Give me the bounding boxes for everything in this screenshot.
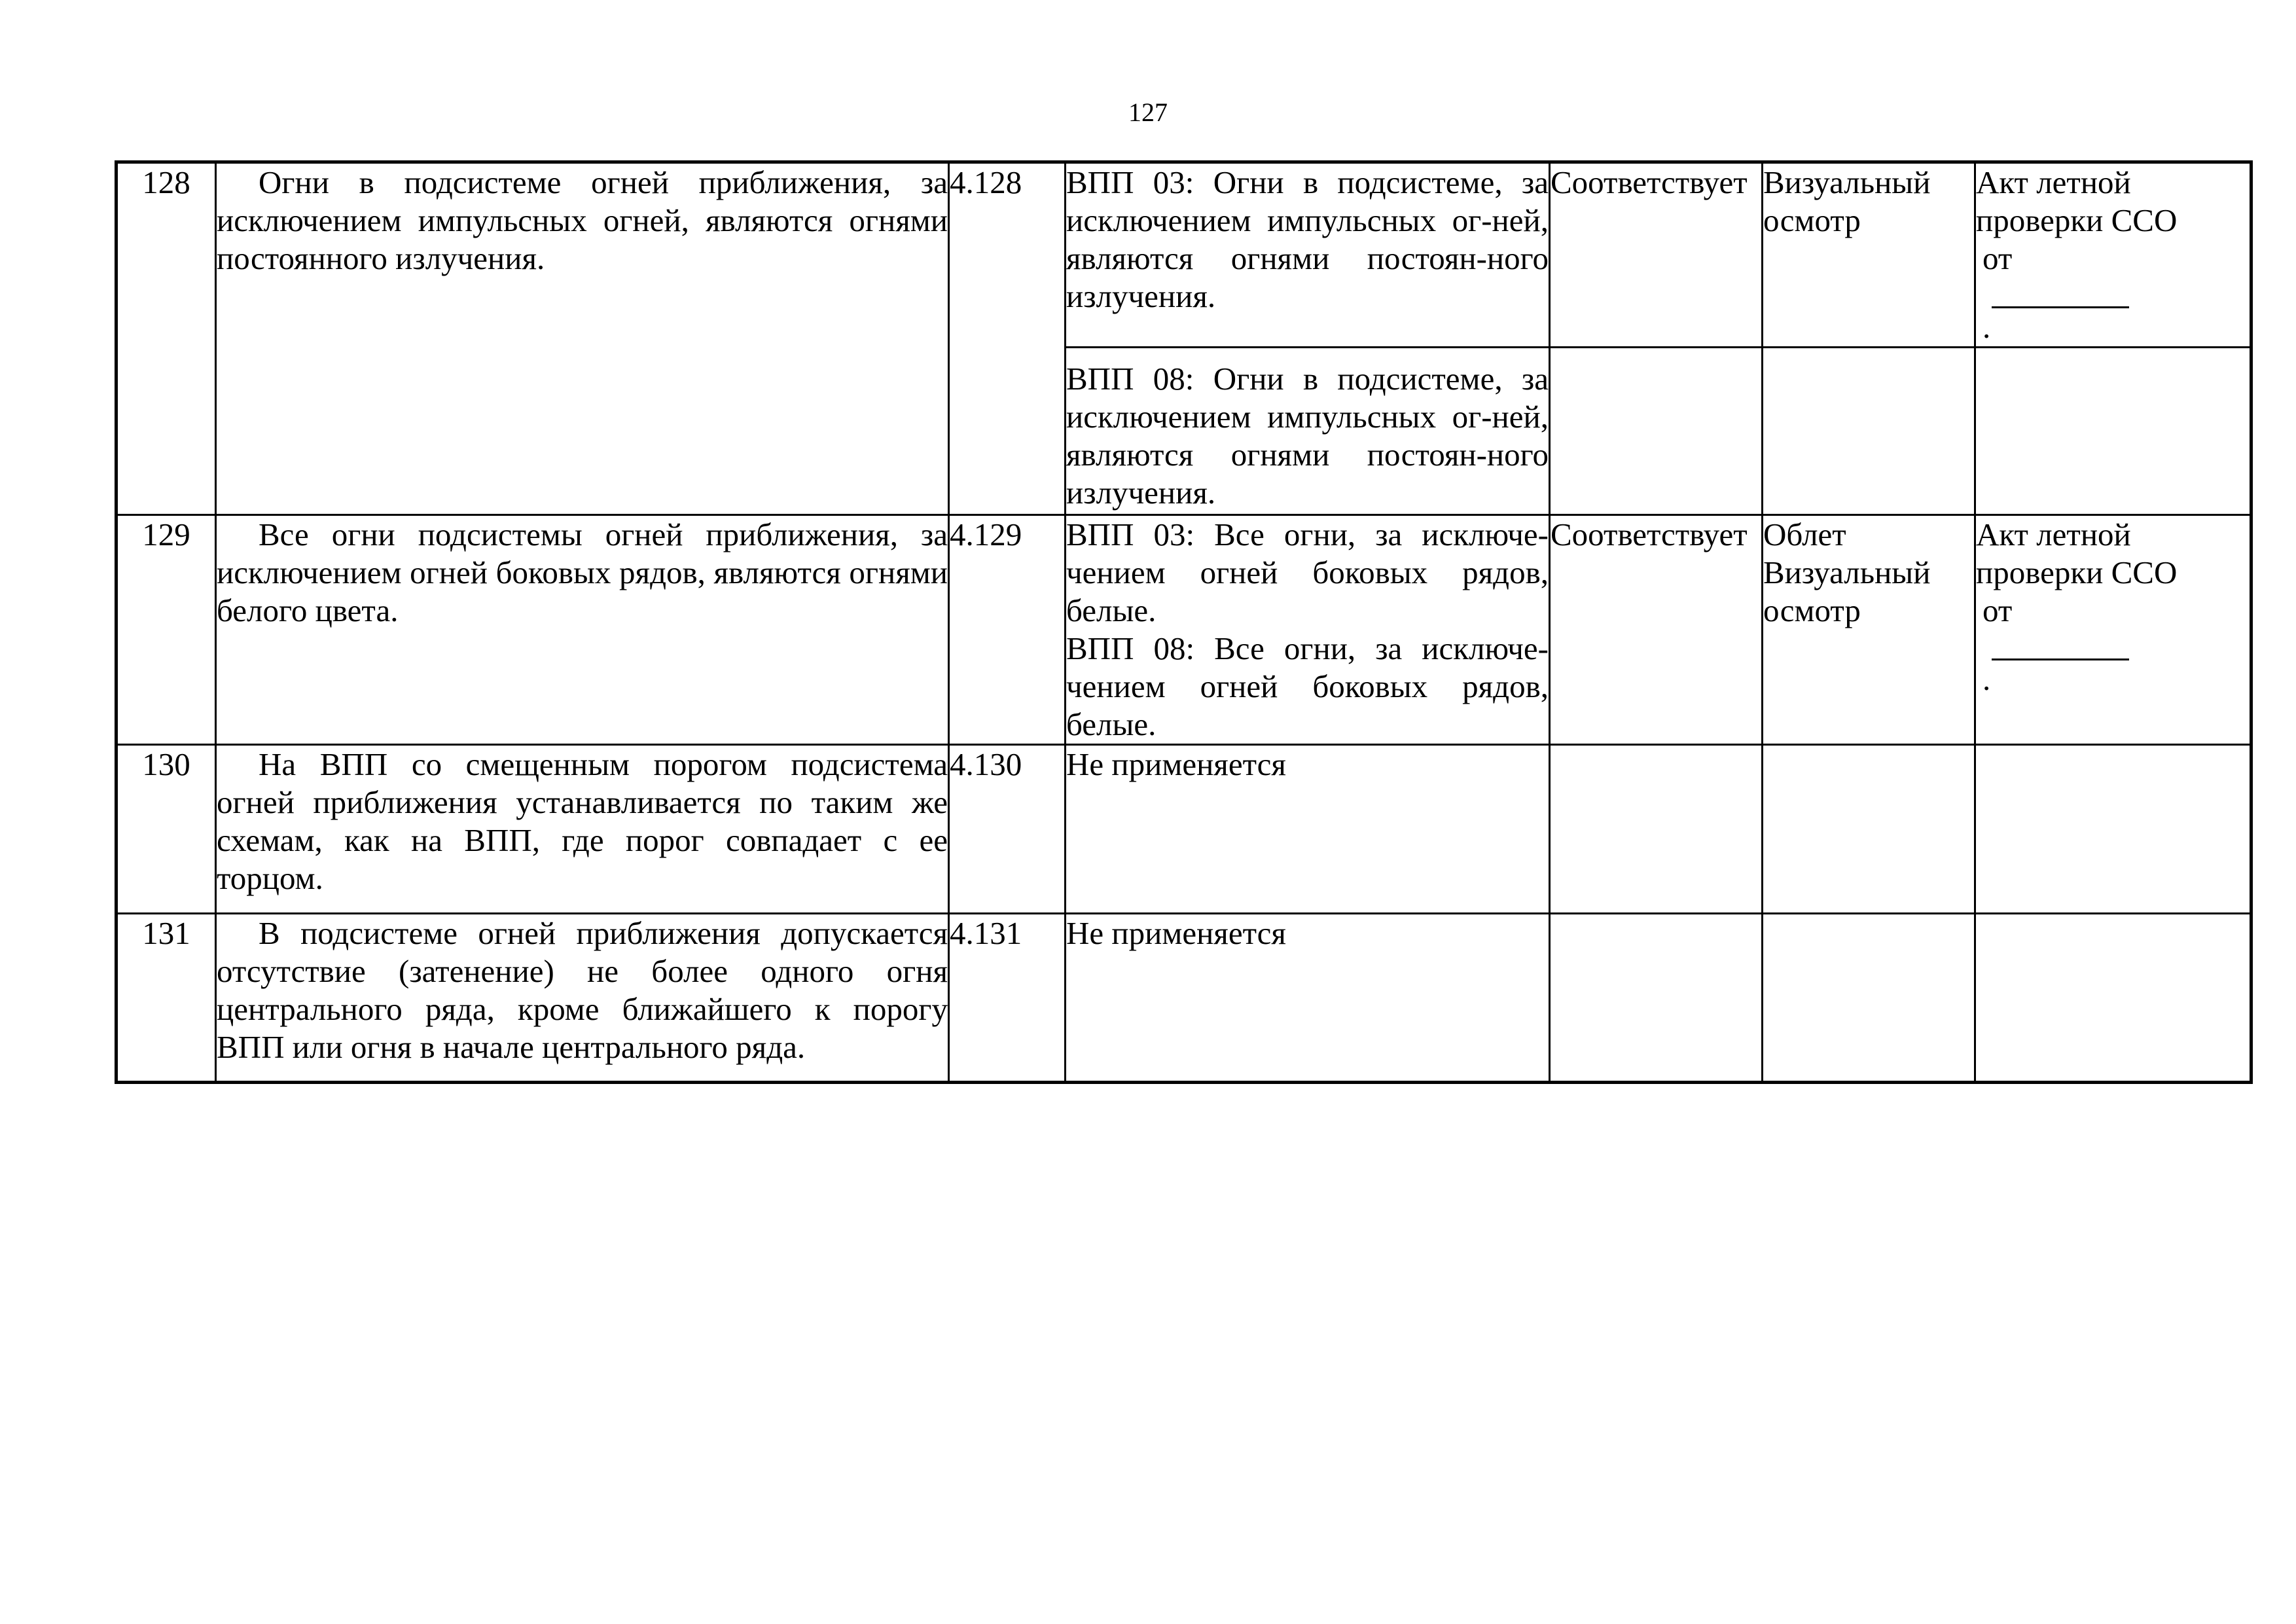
empty-cell: [1763, 348, 1975, 515]
empty-cell: [1975, 745, 2251, 914]
standard-reference: 4.129: [949, 515, 1066, 745]
compliance-status: Соответствует: [1550, 515, 1763, 745]
row-number: 129: [117, 515, 216, 745]
empty-cell: [1763, 745, 1975, 914]
evidence-act: Акт летной проверки ССО от .: [1975, 515, 2251, 745]
row-number: 130: [117, 745, 216, 914]
standard-reference: 4.131: [949, 914, 1066, 1083]
empty-cell: [1550, 348, 1763, 515]
page-number: 127: [1128, 98, 1168, 127]
runway-08-result: ВПП 08: Огни в подсистеме, за исключением импульсных ог-ней, являются огнями постоян-ного излучения.: [1066, 348, 1550, 515]
standard-reference: 4.128: [949, 162, 1066, 515]
table-row-129: [117, 515, 2251, 745]
requirement-text: В подсистеме огней приближения допускается отсутствие (затенение) не более одного огня центрального ряда, кроме ближайшего к порогу ВПП или огня в начале центрального ряда.: [216, 914, 949, 1083]
row-number: 131: [117, 914, 216, 1083]
empty-cell: [1975, 348, 2251, 515]
empty-cell: [1550, 914, 1763, 1083]
evidence-act: Акт летной проверки ССО от .: [1975, 162, 2251, 348]
empty-cell: [1763, 914, 1975, 1083]
date-blank: [1992, 278, 2129, 308]
runway-03-result: ВПП 03: Все огни, за исключе-чением огней боковых рядов, белые.: [1066, 516, 1549, 628]
requirement-text: На ВПП со смещенным порогом подсистема огней приближения устанавливается по таким же схемам, как на ВПП, где порог совпадает с ее торцом.: [216, 745, 949, 914]
table-row-131: [117, 914, 2251, 1083]
runway-result: Не применяется: [1066, 745, 1550, 914]
date-blank: [1992, 630, 2129, 660]
requirement-text: Все огни подсистемы огней приближения, за исключением огней боковых рядов, являются огнями белого цвета.: [216, 515, 949, 745]
empty-cell: [1975, 914, 2251, 1083]
standard-reference: 4.130: [949, 745, 1066, 914]
requirement-text: Огни в подсистеме огней приближения, за исключением импульсных огней, являются огнями постоянного излучения.: [216, 162, 949, 515]
compliance-table: [115, 160, 2253, 1084]
runway-03-result: ВПП 03: Огни в подсистеме, за исключением импульсных ог-ней, являются огнями постоян-ного излучения.: [1066, 162, 1550, 348]
runway-08-result: ВПП 08: Все огни, за исключе-чением огней боковых рядов, белые.: [1066, 630, 1549, 742]
runway-results: [1066, 515, 1550, 745]
runway-result: Не применяется: [1066, 914, 1550, 1083]
compliance-status: Соответствует: [1550, 162, 1763, 348]
row-number: 128: [117, 162, 216, 515]
table-row-128: [117, 162, 2251, 348]
table-row-130: [117, 745, 2251, 914]
check-method: Облет Визуальный осмотр: [1763, 515, 1975, 745]
check-method: Визуальный осмотр: [1763, 162, 1975, 348]
empty-cell: [1550, 745, 1763, 914]
